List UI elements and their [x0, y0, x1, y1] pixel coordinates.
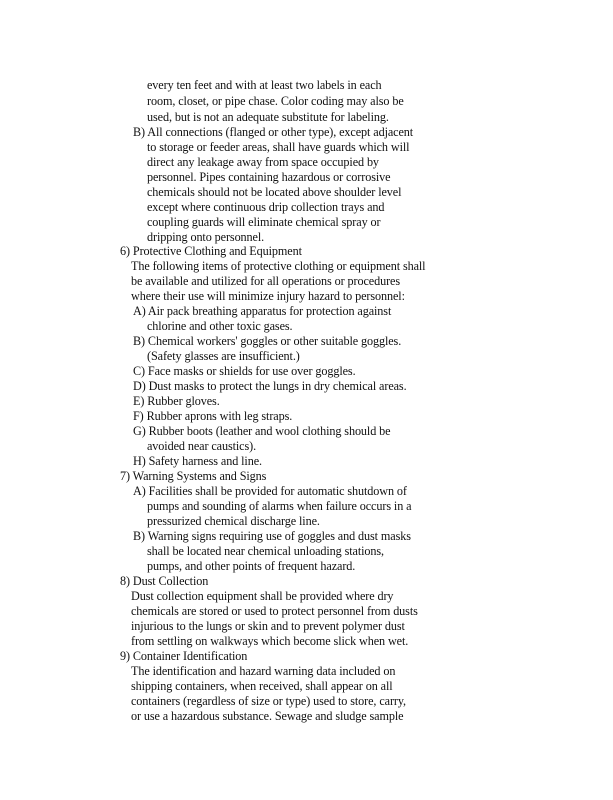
section-heading: 8) Dust Collection [120, 574, 209, 588]
text-line: The following items of protective clothing or equipment shall [131, 259, 426, 273]
text-line: shipping containers, when received, shall appear on all [131, 679, 393, 693]
text-line: A) Air pack breathing apparatus for protection against [133, 304, 392, 318]
section-heading: 6) Protective Clothing and Equipment [120, 244, 302, 258]
text-line: where their use will minimize injury hazard to personnel: [131, 289, 405, 303]
text-line: chlorine and other toxic gases. [147, 319, 293, 333]
text-line: Dust collection equipment shall be provided where dry [131, 589, 394, 603]
text-line: G) Rubber boots (leather and wool clothing should be [133, 424, 391, 438]
text-line: pumps and sounding of alarms when failure occurs in a [147, 499, 412, 513]
text-line: containers (regardless of size or type) used to store, carry, [131, 694, 407, 708]
text-line: B) Chemical workers' goggles or other suitable goggles. [133, 334, 402, 348]
text-line: The identification and hazard warning data included on [131, 664, 396, 678]
text-line: or use a hazardous substance. Sewage and sludge sample [131, 709, 404, 723]
section-heading: 7) Warning Systems and Signs [120, 469, 267, 483]
text-line: chemicals are stored or used to protect personnel from dusts [131, 604, 418, 618]
text-line: F) Rubber aprons with leg straps. [133, 409, 293, 423]
text-line: D) Dust masks to protect the lungs in dry chemical areas. [133, 379, 407, 393]
text-line: E) Rubber gloves. [133, 394, 220, 408]
text-line: except where continuous drip collection trays and [147, 200, 385, 214]
text-line: avoided near caustics). [147, 439, 257, 453]
text-line: to storage or feeder areas, shall have guards which will [147, 140, 410, 154]
text-line: A) Facilities shall be provided for automatic shutdown of [133, 484, 407, 498]
text-line: injurious to the lungs or skin and to prevent polymer dust [131, 619, 405, 633]
text-line: B) Warning signs requiring use of goggles and dust masks [133, 529, 411, 543]
section-heading: 9) Container Identification [120, 649, 248, 663]
text-line: coupling guards will eliminate chemical spray or [147, 215, 381, 229]
text-line: every ten feet and with at least two labels in each [147, 78, 382, 92]
text-line: C) Face masks or shields for use over goggles. [133, 364, 356, 378]
text-line: room, closet, or pipe chase. Color coding may also be [147, 94, 404, 108]
text-line: shall be located near chemical unloading stations, [147, 544, 384, 558]
text-line: personnel. Pipes containing hazardous or corrosive [147, 170, 391, 184]
text-line: pressurized chemical discharge line. [147, 514, 320, 528]
text-line: be available and utilized for all operations or procedures [131, 274, 400, 288]
text-line: dripping onto personnel. [147, 230, 265, 244]
text-line: from settling on walkways which become slick when wet. [131, 634, 409, 648]
text-line: H) Safety harness and line. [133, 454, 262, 468]
text-line: B) All connections (flanged or other type), except adjacent [133, 125, 414, 139]
text-line: pumps, and other points of frequent hazard. [147, 559, 356, 573]
text-line: direct any leakage away from space occupied by [147, 155, 379, 169]
text-line: used, but is not an adequate substitute for labeling. [147, 110, 389, 124]
text-line: (Safety glasses are insufficient.) [147, 349, 300, 363]
text-line: chemicals should not be located above shoulder level [147, 185, 402, 199]
